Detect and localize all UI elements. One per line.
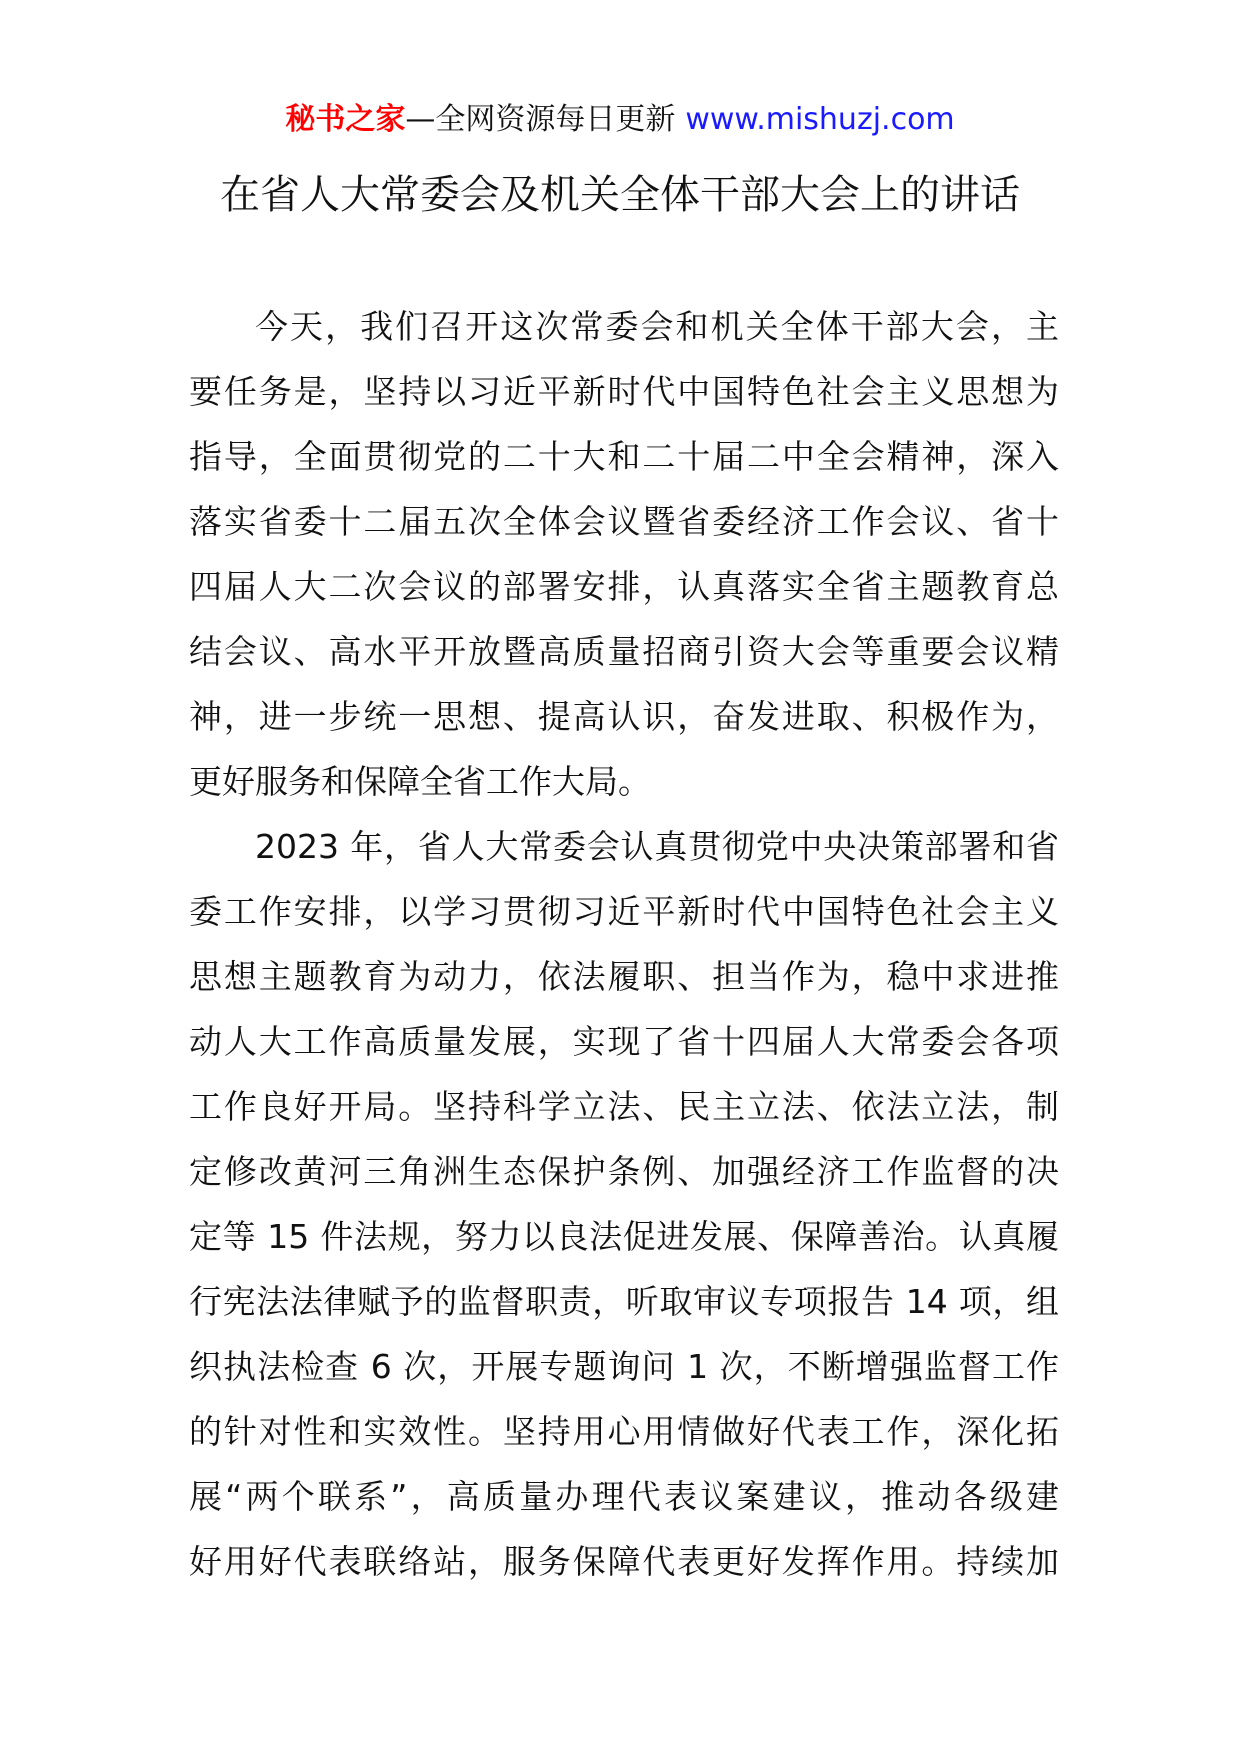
- text-line: 定等 15 件法规，努力以良法促进发展、保障善治。认真履: [189, 1217, 1059, 1256]
- site-url-link[interactable]: www.mishuzj.com: [685, 102, 955, 137]
- text-line: 四届人大二次会议的部署安排，认真落实全省主题教育总: [189, 567, 1059, 606]
- text-line: 落实省委十二届五次全体会议暨省委经济工作会议、省十: [189, 502, 1059, 541]
- text-line: 思想主题教育为动力，依法履职、担当作为，稳中求进推: [189, 957, 1059, 996]
- site-brand: 秘书之家: [285, 102, 406, 137]
- text-line: 定修改黄河三角洲生态保护条例、加强经济工作监督的决: [189, 1152, 1059, 1191]
- text-line: 指导，全面贯彻党的二十大和二十届二中全会精神，深入: [189, 437, 1059, 476]
- text-line: 好用好代表联络站，服务保障代表更好发挥作用。持续加: [189, 1542, 1059, 1581]
- text-line: 工作良好开局。坚持科学立法、民主立法、依法立法，制: [189, 1087, 1059, 1126]
- text-line: 展“两个联系”，高质量办理代表议案建议，推动各级建: [189, 1477, 1059, 1516]
- text-line: 结会议、高水平开放暨高质量招商引资大会等重要会议精: [189, 632, 1059, 671]
- text-line: 动人大工作高质量发展，实现了省十四届人大常委会各项: [189, 1022, 1059, 1061]
- document-title: 在省人大常委会及机关全体干部大会上的讲话: [220, 172, 1020, 218]
- text-line: 今天，我们召开这次常委会和机关全体干部大会，主: [255, 307, 1059, 346]
- text-line: 2023 年，省人大常委会认真贯彻党中央决策部署和省: [255, 827, 1059, 866]
- text-line: 神，进一步统一思想、提高认识，奋发进取、积极作为，: [189, 697, 1059, 736]
- text-line: 更好服务和保障全省工作大局。: [189, 762, 651, 801]
- site-header: [0, 100, 1240, 140]
- document-body: [189, 294, 1059, 1594]
- text-line: 行宪法法律赋予的监督职责，听取审议专项报告 14 项，组: [189, 1282, 1059, 1321]
- site-tagline: —全网资源每日更新: [405, 102, 676, 137]
- text-line: 委工作安排，以学习贯彻习近平新时代中国特色社会主义: [189, 892, 1059, 931]
- text-line: 要任务是，坚持以习近平新时代中国特色社会主义思想为: [189, 372, 1059, 411]
- text-line: 的针对性和实效性。坚持用心用情做好代表工作，深化拓: [189, 1412, 1059, 1451]
- text-line: 织执法检查 6 次，开展专题询问 1 次，不断增强监督工作: [189, 1347, 1059, 1386]
